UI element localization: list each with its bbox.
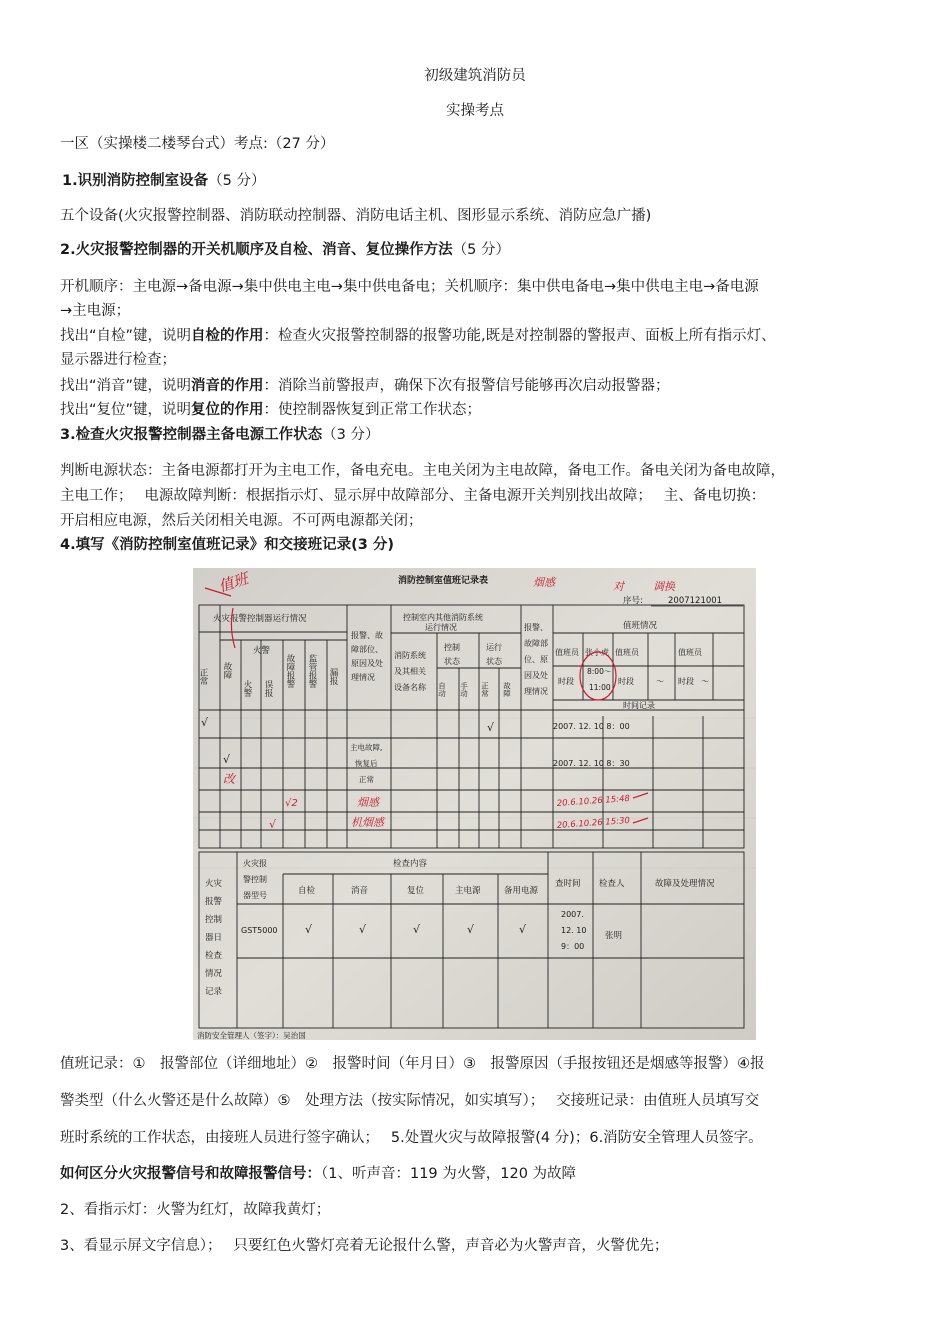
hdr-model-2: 警控制 bbox=[243, 875, 267, 884]
check-main-power: √ bbox=[467, 923, 475, 936]
reset-body: ：使控制器恢复到正常工作状态； bbox=[263, 402, 482, 418]
doc-title: 初级建筑消防员 bbox=[424, 68, 526, 84]
row1-normal-check: √ bbox=[201, 716, 209, 729]
hdr-duty: 值班情况 bbox=[623, 621, 658, 631]
duty-time-label-3: 时段 bbox=[678, 677, 694, 686]
hdr-system-name-1: 消防系统 bbox=[394, 651, 426, 660]
duty-record-line-1: 值班记录：① 报警部位（详细地址）② 报警时间（年月日）③ 报警原因（手报按钮还是烟感等报警）④报 bbox=[60, 1056, 765, 1072]
distinguish-line bbox=[60, 1162, 900, 1186]
hdr-alarm-reason-3: 原因及处 bbox=[351, 659, 383, 668]
hdr-fault-handling: 故障及处理情况 bbox=[655, 879, 715, 889]
check-reset: √ bbox=[413, 923, 421, 936]
hw-top-right-2: 调换 bbox=[653, 580, 675, 593]
selftest-body: ：检查火灾报警控制器的报警功能,既是对控制器的警报声、面板上所有指示灯、 bbox=[263, 328, 776, 344]
selftest-line-1 bbox=[60, 324, 900, 348]
hw-fault-mark: 改 bbox=[223, 772, 236, 786]
duty-dash-1: ～ bbox=[656, 677, 664, 686]
duty-record-line-3: 班时系统的工作状态，由接班人员进行签字确认； 5.处置火灾与故障报警(4 分)；6.消防安全管理人员签字。 bbox=[60, 1130, 763, 1146]
check-time-3: 9：00 bbox=[561, 942, 585, 951]
hdr-control-state-2: 状态 bbox=[444, 657, 460, 666]
serial-number: 2007121001 bbox=[668, 596, 723, 606]
hdr-manual: 手动 bbox=[459, 682, 469, 697]
hdr-missed: 漏报 bbox=[328, 668, 338, 685]
daily-label-2: 报警 bbox=[205, 897, 223, 907]
power-order-line-2: →主电源； bbox=[60, 303, 131, 319]
mute-bold: 消音的作用 bbox=[191, 378, 264, 394]
distinguish-point-3: 3、看显示屏文字信息）； 只要红色火警灯亮着无论报什么警，声音必为火警声音，火警优先； bbox=[60, 1238, 669, 1254]
hdr-system-name-2: 及其相关 bbox=[394, 667, 426, 676]
section-3-title: 3.检查火灾报警控制器主备电源工作状态 bbox=[60, 427, 323, 443]
daily-label-7: 记录 bbox=[205, 987, 223, 997]
hw-date-1: 20.6.10.26 15:48 bbox=[556, 793, 631, 809]
hdr-alarm-reason2-5: 理情况 bbox=[524, 687, 548, 696]
row2-fault-check: √ bbox=[223, 753, 231, 766]
hdr-other-systems-1: 控制室内其他消防系统 bbox=[403, 613, 483, 622]
hdr-alarm-reason-2: 障部位、 bbox=[351, 645, 383, 654]
section-1-title: 1.识别消防控制室设备 bbox=[62, 173, 209, 189]
mute-prefix: 找出“消音”键，说明 bbox=[60, 378, 192, 394]
check-time-2: 12. 10 bbox=[561, 926, 587, 935]
hw-top-mid: 烟感 bbox=[533, 576, 555, 589]
hdr-normal: 正常 bbox=[198, 668, 208, 685]
hw-top-left: 值班 bbox=[216, 569, 251, 596]
daily-label-4: 器日 bbox=[205, 933, 223, 943]
power-order-line-1: 开机顺序：主电源→备电源→集中供电主电→集中供电备电；关机顺序：集中供电备电→集中供电主电→备电源 bbox=[60, 279, 759, 295]
row2-time: 2007. 12. 10 8：30 bbox=[553, 759, 630, 768]
duty-person-label-3: 值班员 bbox=[678, 648, 702, 657]
mute-body: ：消除当前警报声，确保下次有报警信号能够再次启动报警器； bbox=[263, 378, 670, 394]
hw-check-mark: √ bbox=[269, 818, 277, 831]
power-state-line-1: 判断电源状态：主备电源都打开为主电工作，备电充电。主电关闭为主电故障，备电工作。备电关闭为备电故障， bbox=[60, 463, 785, 479]
distinguish-bold: 如何区分火灾报警信号和故障报警信号： bbox=[60, 1166, 321, 1182]
model-value: GST5000 bbox=[241, 926, 278, 935]
duty-record-photo bbox=[193, 568, 756, 1040]
hdr-fire-controller: 火灾报警控制器运行情况 bbox=[213, 614, 307, 624]
hdr-run-fault: 故障 bbox=[502, 682, 512, 697]
duty-dash-2: ～ bbox=[701, 677, 709, 686]
hw-smoke-1: 烟感 bbox=[357, 796, 379, 809]
manager-label: 消防安全管理人（签字）：吴治国 bbox=[197, 1031, 306, 1040]
hdr-run-normal: 正常 bbox=[480, 682, 490, 697]
duty-time-end: 11:00 bbox=[589, 683, 611, 692]
hdr-alarm-reason2-2: 故障部 bbox=[524, 639, 548, 648]
duty-record-line-2: 警类型（什么火警还是什么故障）⑤ 处理方法（按实际情况，如实填写）； 交接班记录：由值班人员填写交 bbox=[60, 1093, 760, 1109]
hdr-system-name-3: 设备名称 bbox=[394, 683, 426, 692]
row2-reason-3: 正常 bbox=[359, 775, 374, 784]
daily-label-1: 火灾 bbox=[205, 879, 223, 889]
hdr-run-state: 运行 bbox=[486, 643, 502, 652]
daily-label-3: 控制 bbox=[205, 915, 223, 925]
daily-label-6: 情况 bbox=[205, 969, 223, 979]
hdr-mute: 消音 bbox=[351, 886, 369, 896]
hdr-fire: 火警 bbox=[253, 646, 271, 656]
power-state-line-2: 主电工作； 电源故障判断：根据指示灯、显示屏中故障部分、主备电源开关判别找出故障； 主、备电切换： bbox=[60, 488, 766, 504]
row1-run-normal-check: √ bbox=[487, 721, 495, 734]
power-state-line-3: 开启相应电源，然后关闭相关电源。不可两电源都关闭； bbox=[60, 513, 423, 529]
doc-subtitle: 实操考点 bbox=[446, 103, 504, 119]
hdr-model-1: 火灾报 bbox=[243, 859, 267, 868]
hw-fire-mark: √2 bbox=[285, 798, 298, 809]
check-mute: √ bbox=[359, 923, 367, 936]
reset-line bbox=[60, 398, 900, 422]
distinguish-point-2: 2、看指示灯：火警为红灯，故障我黄灯； bbox=[60, 1202, 331, 1218]
hdr-selftest: 自检 bbox=[298, 886, 316, 896]
hdr-check-time: 查时间 bbox=[555, 879, 581, 889]
serial-label: 序号: bbox=[623, 596, 643, 606]
reset-prefix: 找出“复位”键，说明 bbox=[60, 402, 192, 418]
section-2-title: 2.火灾报警控制器的开关机顺序及自检、消音、复位操作方法 bbox=[60, 242, 453, 258]
hdr-fault-alarm: 故障报警 bbox=[285, 654, 295, 688]
hw-top-right: 对 bbox=[613, 580, 624, 593]
daily-label-5: 检查 bbox=[205, 951, 223, 961]
hdr-alarm-reason2-4: 因及处 bbox=[524, 671, 548, 680]
hdr-supervise-alarm: 监管报警 bbox=[307, 654, 317, 688]
hdr-main-power: 主电源 bbox=[455, 886, 481, 896]
hdr-fault: 故障 bbox=[222, 662, 232, 679]
section-1-points: （5 分） bbox=[208, 173, 266, 189]
duty-time-start: 8:00～ bbox=[587, 667, 612, 676]
hdr-auto: 自动 bbox=[437, 682, 447, 697]
section-3-points: （3 分） bbox=[322, 427, 380, 443]
hdr-alarm-reason-1: 报警、故 bbox=[351, 631, 383, 640]
form-title: 消防控制室值班记录表 bbox=[398, 576, 489, 586]
section-1-heading bbox=[62, 169, 902, 193]
hdr-fire-alarm: 火警 bbox=[242, 680, 252, 697]
hdr-inspector: 检查人 bbox=[599, 879, 625, 889]
selftest-line-2: 显示器进行检查； bbox=[60, 352, 176, 368]
duty-person-label-2: 值班员 bbox=[615, 648, 639, 657]
mute-line bbox=[60, 374, 900, 398]
inspector-value: 张明 bbox=[605, 931, 623, 941]
hdr-false-alarm: 误报 bbox=[263, 680, 273, 697]
selftest-prefix: 找出“自检”键，说明 bbox=[60, 328, 192, 344]
row2-reason-2: 恢复后 bbox=[355, 759, 378, 768]
hdr-alarm-reason2-3: 位、原 bbox=[524, 655, 548, 664]
hw-smoke-2: 机烟感 bbox=[351, 816, 384, 829]
distinguish-body: （1、听声音：119 为火警，120 为故障 bbox=[321, 1166, 577, 1182]
hdr-reset: 复位 bbox=[407, 886, 425, 896]
section-2-heading bbox=[60, 238, 900, 262]
duty-person-label-1: 值班员 bbox=[555, 648, 579, 657]
hdr-run-state-2: 状态 bbox=[486, 657, 502, 666]
hdr-check-content: 检查内容 bbox=[393, 859, 428, 869]
section-1-body: 五个设备(火灾报警控制器、消防联动控制器、消防电话主机、图形显示系统、消防应急广播) bbox=[60, 208, 652, 224]
row1-time: 2007. 12. 10 8：00 bbox=[553, 722, 630, 731]
row2-reason-1: 主电故障, bbox=[350, 743, 383, 752]
hdr-alarm-reason2-1: 报警、 bbox=[524, 623, 548, 632]
section-4-heading: 4.填写《消防控制室值班记录》和交接班记录(3 分) bbox=[60, 537, 394, 553]
hw-date-2: 20.6.10.26 15:30 bbox=[556, 815, 631, 831]
check-backup-power: √ bbox=[519, 923, 527, 936]
hdr-alarm-reason-4: 理情况 bbox=[351, 673, 375, 682]
zone-heading: 一区（实操楼二楼琴台式）考点:（27 分） bbox=[60, 136, 335, 152]
duty-time-label-1: 时段 bbox=[558, 677, 574, 686]
hdr-model-3: 器型号 bbox=[243, 891, 267, 900]
section-3-heading bbox=[60, 423, 900, 447]
hdr-control-state: 控制 bbox=[444, 643, 460, 652]
check-time-1: 2007. bbox=[561, 910, 584, 919]
hdr-other-systems-2: 运行情况 bbox=[425, 623, 457, 632]
check-selftest: √ bbox=[305, 923, 313, 936]
section-2-points: （5 分） bbox=[452, 242, 510, 258]
hdr-time-record: 时间记录 bbox=[623, 701, 655, 710]
duty-person-name: 张小虎 bbox=[585, 648, 609, 657]
selftest-bold: 自检的作用 bbox=[191, 328, 264, 344]
duty-time-label-2: 时段 bbox=[618, 677, 634, 686]
reset-bold: 复位的作用 bbox=[191, 402, 264, 418]
hdr-backup-power: 备用电源 bbox=[504, 886, 539, 896]
